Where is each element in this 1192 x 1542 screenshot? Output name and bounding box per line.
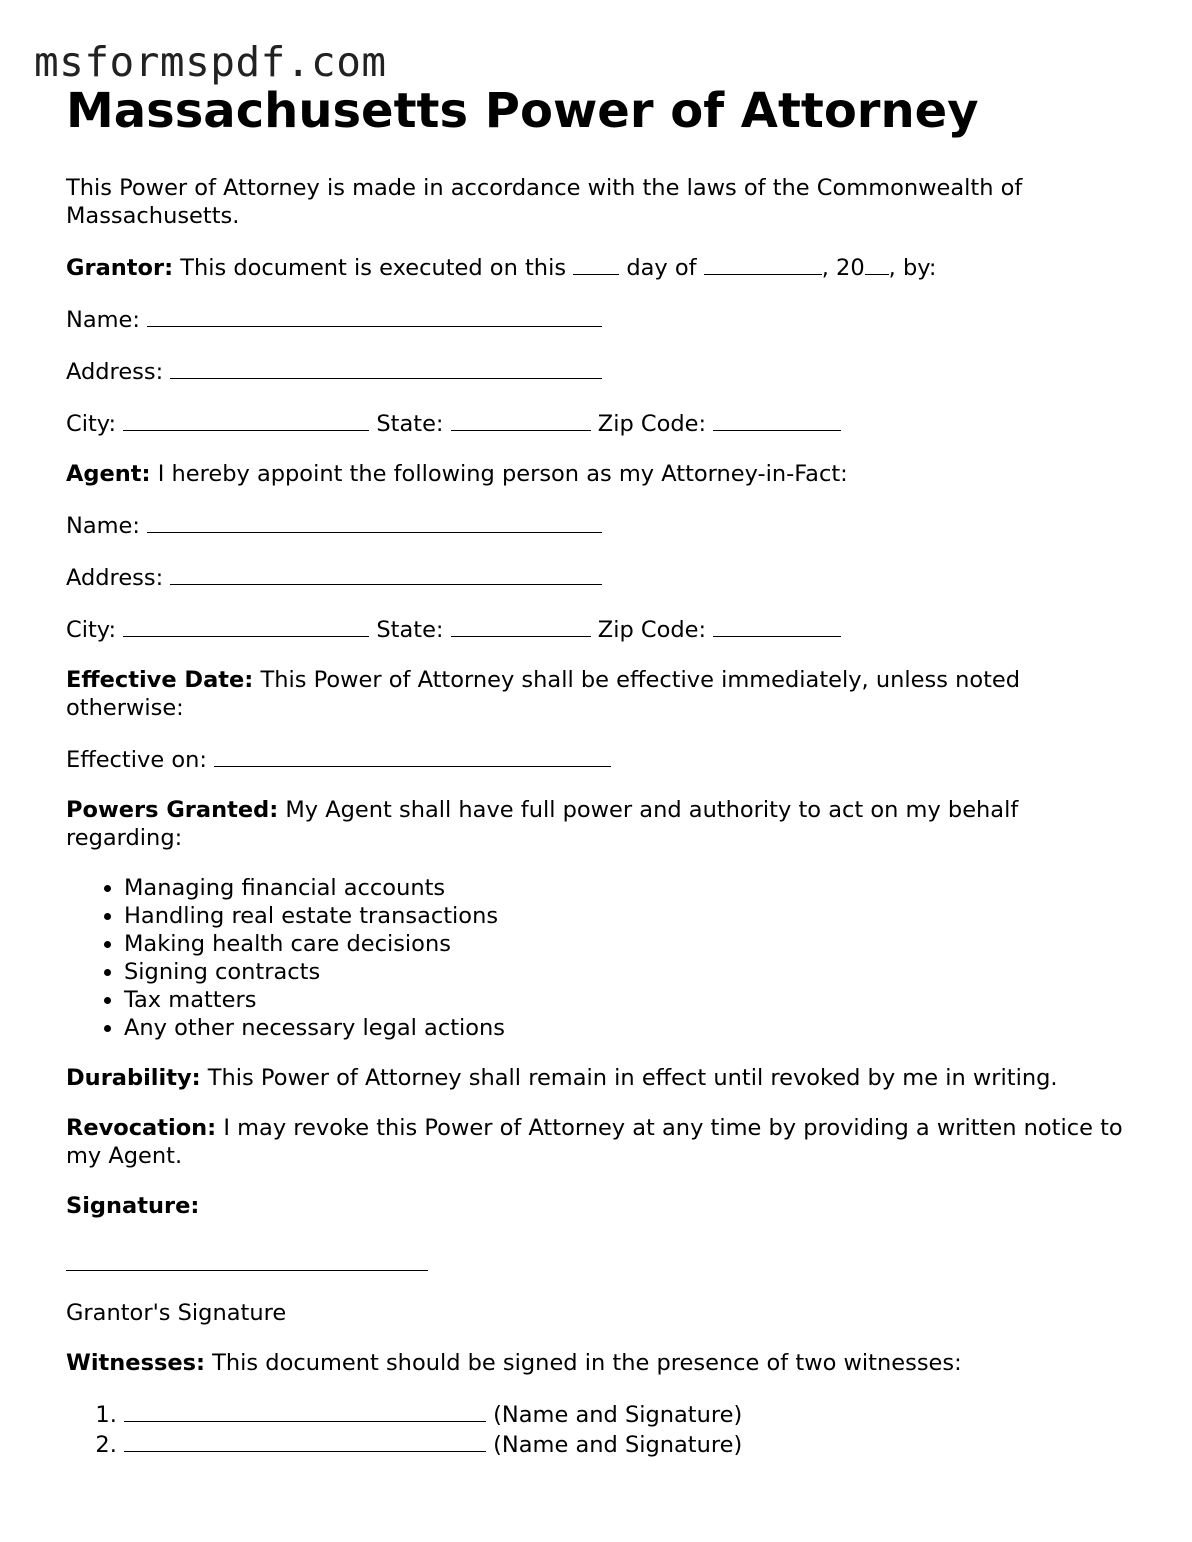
list-item: • Signing contracts [124,958,1136,986]
effective-on-field[interactable] [214,744,611,767]
witnesses-label: Witnesses: [66,1350,205,1377]
effective-on-row [66,744,1136,774]
list-item: • Managing financial accounts [124,874,1136,902]
agent-address-row [66,562,1136,592]
durability-paragraph [66,1064,1136,1092]
grantor-name-row [66,304,1136,334]
witness-2-field[interactable] [124,1429,486,1452]
list-item: • Tax matters [124,986,1136,1014]
grantor-zip-field[interactable] [713,408,841,431]
agent-city-label: City: [66,617,124,644]
agent-address-field[interactable] [170,562,602,585]
grantor-address-row [66,356,1136,386]
grantor-paragraph [66,252,1136,282]
list-item: • Handling real estate transactions [124,902,1136,930]
powers-paragraph [66,796,1136,852]
revocation-text: I may revoke this Power of Attorney at any time by providing a written notice to my Agent. [66,1115,1123,1170]
revocation-label: Revocation: [66,1115,217,1142]
watermark-text: msformspdf.com [34,38,387,86]
agent-label: Agent: [66,461,151,488]
grantor-state-field[interactable] [451,408,591,431]
revocation-paragraph [66,1114,1136,1170]
grantor-signature-field[interactable] [66,1248,428,1271]
agent-zip-field[interactable] [713,614,841,637]
agent-city-row [66,614,1136,644]
witnesses-paragraph [66,1349,1136,1377]
list-item: • Making health care decisions [124,930,1136,958]
effective-text: This Power of Attorney shall be effective immediately, unless noted otherwise: [66,667,1021,722]
grantor-zip-label: Zip Code: [590,411,714,438]
witnesses-list [66,1399,1136,1459]
witness-1-field[interactable] [124,1399,486,1422]
grantor-name-field[interactable] [147,304,602,327]
agent-name-row [66,510,1136,540]
grantor-label: Grantor: [66,255,174,282]
grantor-name-label: Name: [66,307,148,334]
witness-1-suffix: (Name and Signature) [486,1402,743,1429]
year-field[interactable] [865,252,889,275]
signature-caption: Grantor's Signature [66,1300,287,1327]
page-title: Massachusetts Power of Attorney [66,83,979,139]
day-field[interactable] [573,252,619,275]
agent-state-field[interactable] [451,614,591,637]
powers-list [66,874,1136,1042]
witnesses-text: This document should be signed in the presence of two witnesses: [205,1350,962,1377]
month-field[interactable] [704,252,822,275]
powers-label: Powers Granted: [66,797,279,824]
grantor-city-label: City: [66,411,124,438]
agent-state-label: State: [369,617,451,644]
signature-heading [66,1192,1136,1220]
grantor-text-3: , 20 [821,255,865,282]
grantor-city-row [66,408,1136,438]
document-body [66,80,1136,1481]
effective-label: Effective Date: [66,667,254,694]
agent-paragraph [66,460,1136,488]
powers-text: My Agent shall have full power and authority to act on my behalf regarding: [66,797,1019,852]
durability-label: Durability: [66,1065,201,1092]
witness-2-suffix: (Name and Signature) [486,1432,743,1459]
agent-zip-label: Zip Code: [590,617,714,644]
agent-text: I hereby appoint the following person as my Attorney-in-Fact: [150,461,848,488]
list-item [124,1399,1136,1429]
grantor-state-label: State: [369,411,451,438]
agent-city-field[interactable] [123,614,369,637]
agent-address-label: Address: [66,565,171,592]
grantor-city-field[interactable] [123,408,369,431]
list-item [124,1429,1136,1459]
grantor-text-2: day of [619,255,704,282]
list-item: • Any other necessary legal actions [124,1014,1136,1042]
intro-paragraph: This Power of Attorney is made in accordance with the laws of the Commonwealth of Massachusetts. [66,175,1023,230]
effective-on-label: Effective on: [66,747,215,774]
durability-text: This Power of Attorney shall remain in effect until revoked by me in writing. [200,1065,1058,1092]
agent-name-label: Name: [66,513,148,540]
grantor-address-label: Address: [66,359,171,386]
effective-paragraph [66,666,1136,722]
grantor-address-field[interactable] [170,356,602,379]
agent-name-field[interactable] [147,510,602,533]
grantor-text-1: This document is executed on this [173,255,574,282]
grantor-text-4: , by: [888,255,937,282]
signature-label: Signature: [66,1193,200,1220]
